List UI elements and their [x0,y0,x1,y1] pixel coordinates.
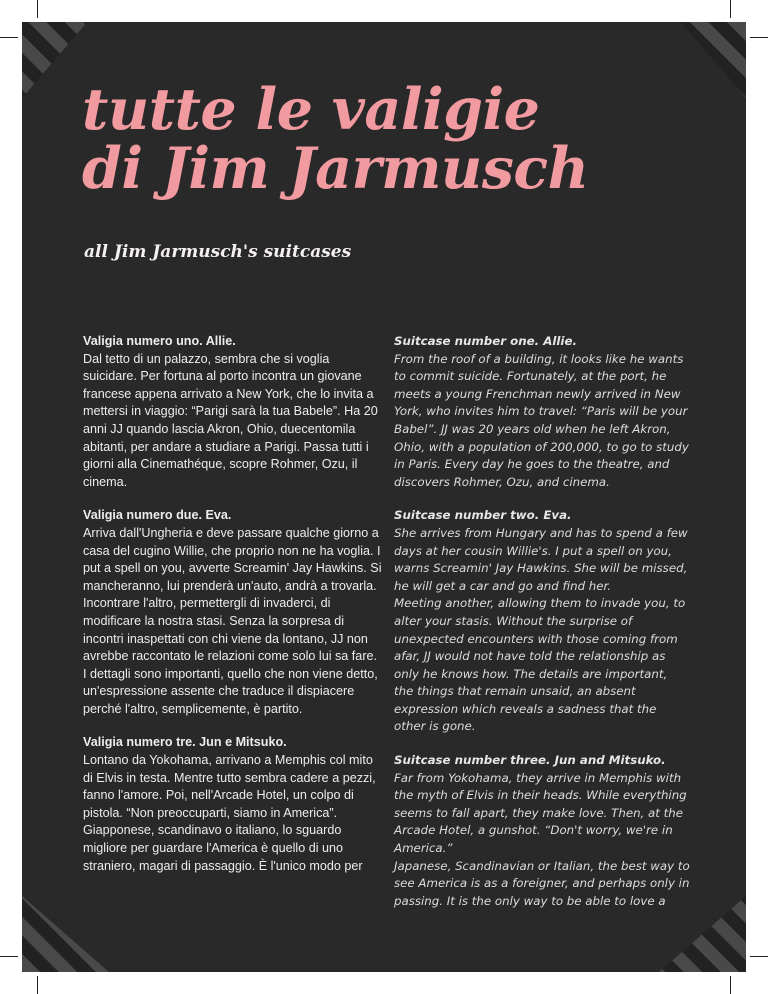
italian-section [83,333,383,491]
english-section [394,507,690,736]
crop-mark [37,0,38,18]
title-line-2: di Jim Jarmusch [82,135,589,202]
crop-mark [0,956,18,957]
section-body: Far from Yokohama, they arrive in Memphis with the myth of Elvis in their heads. While everything seems to fall apart, they make love. Then, at the Arcade Hotel, a gunshot. “Don't worry, we're in America.” Japanese, Scandinavian or Italian, the best way to see America is as a foreigner, and perhaps only in passing. It is the only way to be able to love a [394,770,690,908]
page-title [82,76,589,202]
crop-mark [750,37,768,38]
section-heading: Suitcase number two. Eva. [394,508,572,523]
crop-mark [37,976,38,994]
title-line-1: tutte le valigie [82,76,540,143]
page-subtitle: all Jim Jarmusch's suitcases [84,242,352,262]
italian-section [83,734,383,875]
section-body: From the roof of a building, it looks like he wants to commit suicide. Fortunately, at the port, he meets a young Frenchman newly arrived in New York, who invites him to travel: “Paris will be your Babel”. JJ was 20 years old when he left Akron, Ohio, with a population of 200,000, to go to study in Paris. Every day he goes to the theatre, and discovers Rohmer, Ozu, and cinema. [394,351,689,489]
section-body: Dal tetto di un palazzo, sembra che si voglia suicidare. Per fortuna al porto incontra un giovane francese appena arrivato a New York, che lo invita a mettersi in viaggio: “Parigi sarà la tua Babele”. Ha 20 anni JJ quando lascia Akron, Ohio, duecentomila abitanti, per andare a studiare a Parigi. Passa tutti i giorni alla Cinemathéque, scopre Rohmer, Ozu, il cinema. [83,351,378,489]
section-body: Lontano da Yokohama, arrivano a Memphis col mito di Elvis in testa. Mentre tutto sembra cadere a pezzi, fanno l'amore. Poi, nell'Arcade Hotel, un colpo di pistola. “Non preoccuparti, siamo in America”. Giapponese, scandinavo o italiano, lo sguardo migliore per guardare l'America è quello di uno straniero, magari di passaggio. È l'unico modo per [83,753,376,873]
section-body: Arriva dall'Ungheria e deve passare qualche giorno a casa del cugino Willie, che proprio non ne ha voglia. I put a spell on you, avverte Screamin' Jay Hawkins. Si mancheranno, lui prenderà un'auto, andrà a trovarla. Incontrare l'altro, permettergli di invaderci, di modificare la nostra stasi. Senza la sorpresa di incontri inaspettati con chi viene da lontano, JJ non avrebbe raccontato le relazioni come solo lui sa fare. I dettagli sono importanti, quello che non viene detto, un'espressione assente che traduce il dispiacere perché l'altro, semplicemente, è partito. [83,525,382,716]
english-section [394,333,690,491]
italian-column [83,333,383,891]
english-column [394,333,690,926]
section-body: She arrives from Hungary and has to spend a few days at her cousin Willie's. I put a spell on you, warns Screamin' Jay Hawkins. She will be missed, he will get a car and go and find her. Meeting another, allowing them to invade you, to alter your stasis. Without the surprise of unexpected encounters with those coming from afar, JJ would not have told the relationship as only he knows how. The details are important, the things that remain unsaid, an absent expression which reveals a sadness that the other is gone. [394,525,688,734]
section-heading: Suitcase number three. Jun and Mitsuko. [394,753,666,768]
crop-mark [0,37,18,38]
crop-mark [730,976,731,994]
english-section [394,752,690,910]
section-heading: Suitcase number one. Allie. [394,334,577,348]
section-heading: Valigia numero uno. Allie. [83,334,236,348]
crop-mark [750,956,768,957]
crop-mark [730,0,731,18]
section-heading: Valigia numero tre. Jun e Mitsuko. [83,735,287,750]
section-heading: Valigia numero due. Eva. [83,508,232,523]
italian-section [83,507,383,718]
